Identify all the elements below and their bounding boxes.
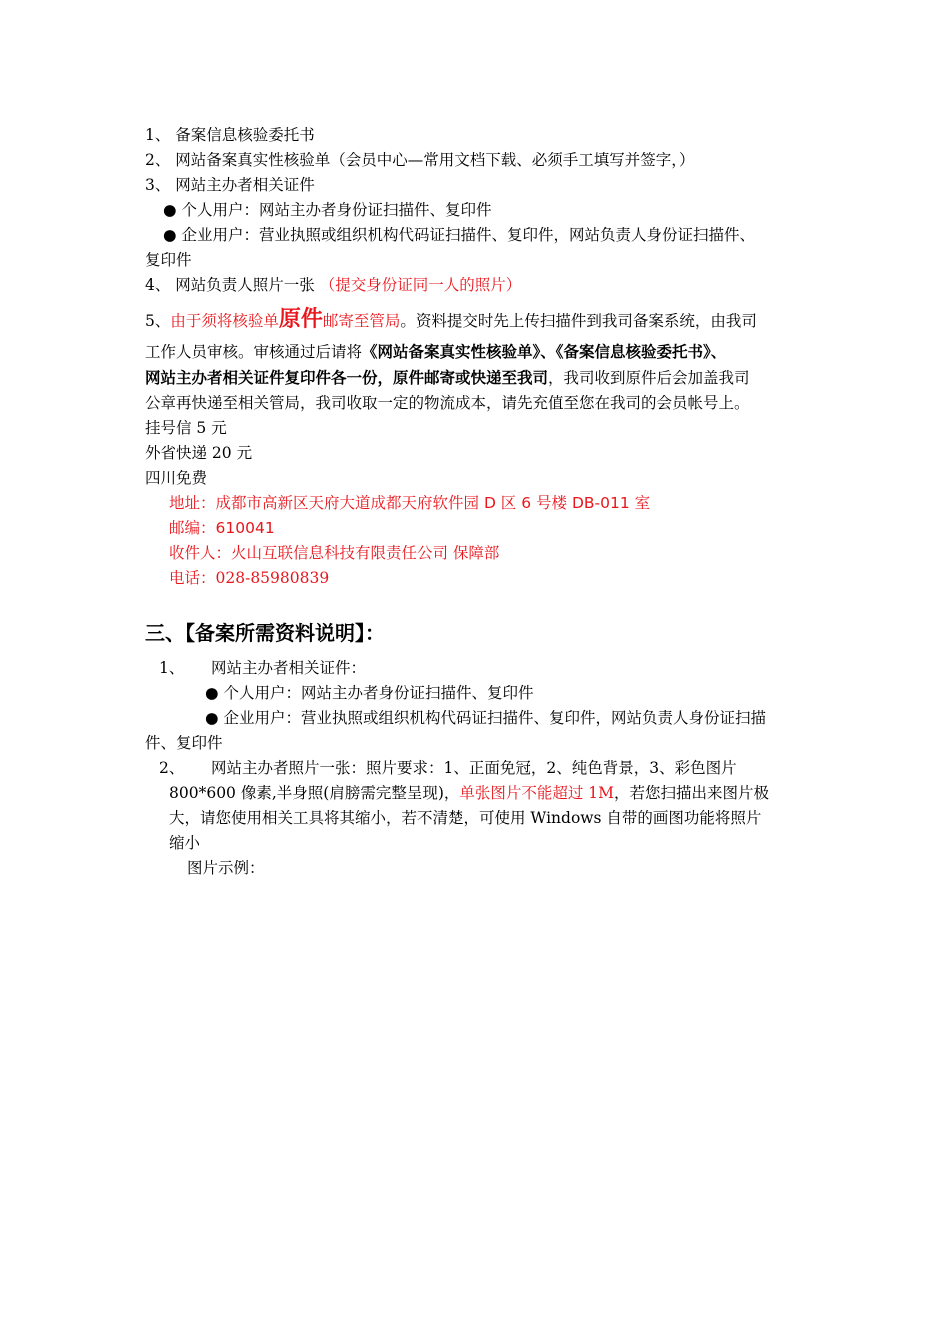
section-3-item-1-company: ● 企业用户：营业执照或组织机构代码证扫描件、复印件，网站负责人身份证扫描 xyxy=(205,709,766,727)
address-building: 6 xyxy=(521,494,532,512)
section-3-heading: 三、【备案所需资料说明】： xyxy=(145,621,385,645)
section-3-item-1-text: 网站主办者相关证件： xyxy=(211,659,367,677)
list-item-3: 3、 网站主办者相关证件 xyxy=(145,176,315,194)
postal-code-value: 610041 xyxy=(215,519,275,537)
picture-example-label: 图片示例： xyxy=(187,859,265,877)
list-item-1: 1、 备案信息核验委托书 xyxy=(145,126,315,144)
item-5-line2-text: 工作人员审核。审核通过后请将 xyxy=(145,343,363,361)
section-3-item-2-text-b: 800*600 像素,半身照(肩膀需完整呈现)， xyxy=(169,784,460,802)
section-3-item-2-line-3: 大，请您使用相关工具将其缩小，若不清楚，可使用 Windows 自带的画图功能将照片 xyxy=(169,809,762,827)
item-5-original-emphasis: 原件 xyxy=(278,307,323,332)
mail-address xyxy=(145,491,810,516)
phone: 电话：028-85980839 xyxy=(169,569,330,587)
address-text-2: 区 xyxy=(495,494,522,512)
shipping-sichuan: 四川免费 xyxy=(145,469,208,487)
item-5-red-a: 由于须将核验单 xyxy=(170,312,279,330)
list-item-3-company: ● 企业用户：营业执照或组织机构代码证扫描件、复印件，网站负责人身份证扫描件、 xyxy=(163,226,755,244)
section-3-item-2-number: 2、 xyxy=(159,759,185,777)
section-3-item-1-company-cont: 件、复印件 xyxy=(145,734,223,752)
item-5-red-b: 邮寄至管局 xyxy=(322,312,401,330)
item-5-rest-a: 。资料提交时先上传扫描件到我司备案系统，由我司 xyxy=(400,312,757,330)
postal-code-label: 邮编： xyxy=(169,519,216,537)
list-item-3-personal: ● 个人用户：网站主办者身份证扫描件、复印件 xyxy=(163,201,492,219)
section-3-item-2-size-limit: 单张图片不能超过 1M xyxy=(459,784,615,802)
shipping-registered: 挂号信 5 元 xyxy=(145,419,227,437)
item-5-line-4: 公章再快递至相关管局，我司收取一定的物流成本，请先充值至您在我司的会员帐号上。 xyxy=(145,394,750,412)
section-3-body xyxy=(145,656,810,881)
postal-code xyxy=(145,516,810,541)
address-zone: D xyxy=(483,494,496,512)
list-item-3-company-cont: 复印件 xyxy=(145,251,192,269)
list-item-4 xyxy=(145,273,810,298)
recipient: 收件人：火山互联信息科技有限责任公司 保障部 xyxy=(169,544,500,562)
list-item-4-text: 4、 网站负责人照片一张 xyxy=(145,276,320,294)
address-text-3: 号楼 xyxy=(531,494,572,512)
item-5-bold-1: 《网站备案真实性核验单》、《备案信息核验委托书》、 xyxy=(362,342,727,361)
section-3-item-1-personal: ● 个人用户：网站主办者身份证扫描件、复印件 xyxy=(205,684,534,702)
shipping-express: 外省快递 20 元 xyxy=(145,444,253,462)
address-text: 地址：成都市高新区天府大道成都天府软件园 xyxy=(169,494,484,512)
list-item-4-note: （提交身份证同一人的照片） xyxy=(319,276,522,294)
section-3-item-2-text-a: 网站主办者照片一张：照片要求：1、正面免冠，2、纯色背景，3、彩色图片 xyxy=(211,759,737,777)
item-5-line-2 xyxy=(145,339,810,365)
section-3-item-2 xyxy=(145,756,810,781)
address-room: DB-011 xyxy=(571,494,630,512)
item-5-line-1 xyxy=(145,304,810,337)
address-text-4: 室 xyxy=(629,494,651,512)
item-5-line3-rest: ，我司收到原件后会加盖我司 xyxy=(548,369,750,387)
list-item-2: 2、 网站备案真实性核验单（会员中心—常用文档下载、必须手工填写并签字，） xyxy=(145,151,695,169)
section-3-item-2-text-c: ，若您扫描出来图片极 xyxy=(614,784,770,802)
item-5-bold-2: 网站主办者相关证件复印件各一份，原件邮寄或快递至我司 xyxy=(145,368,549,387)
item-5-line-3 xyxy=(145,365,810,391)
section-3-item-2-line-4: 缩小 xyxy=(169,834,201,852)
item-5-prefix: 5、 xyxy=(145,312,171,330)
section-3-item-1 xyxy=(145,656,810,681)
document-page xyxy=(145,123,810,881)
section-3-item-2-line-2 xyxy=(145,781,810,806)
section-3-item-1-number: 1、 xyxy=(159,659,185,677)
